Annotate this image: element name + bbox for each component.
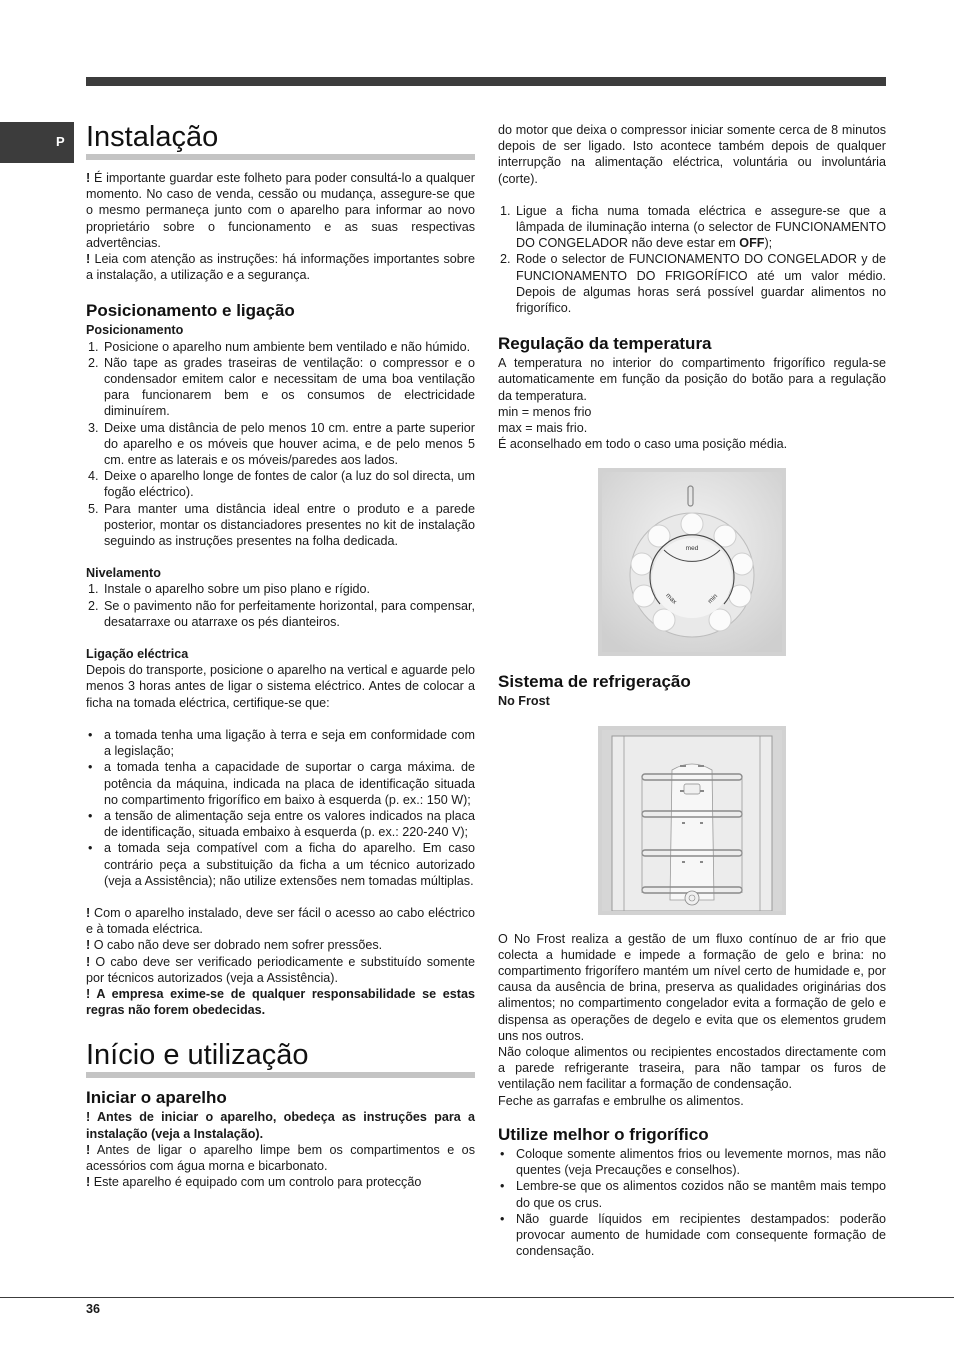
section-title-inicio: Início e utilização [86, 1038, 475, 1078]
list-item: • a tomada seja compatível com a ficha do aparelho. Em caso contrário peça a substituição da ficha a um técnico autorizado (veja a Assistência); não utilize extensões nem tomadas múltiplas. [88, 841, 475, 888]
heading-sistema-refrigeracao: Sistema de refrigeração [498, 672, 691, 692]
list-item: 1. Ligue a ficha numa tomada eléctrica e assegure-se que a lâmpada de iluminação interna (o selector de FUNCIONAMENTO DO CONGELADOR não deve estar em OFF); [500, 203, 886, 251]
dial-med-label: med [685, 545, 699, 553]
subheading-ligacao-electrica: Ligação eléctrica [86, 647, 189, 662]
top-rule [86, 77, 886, 86]
start-list [498, 203, 886, 316]
temperatura-max: max = mais frio. [498, 421, 588, 436]
list-item: • a tensão de alimentação seja entre os valores indicados na placa de identificação, situada embaixo à esquerda (p. ex.: 220-240 V); [88, 808, 475, 840]
dial-max-label: max [664, 592, 678, 607]
list-item: 3. Deixe uma distância de pelo menos 10 cm. entre a parte superior do aparelho e os móveis que houver acima, e de pelo menos 5 cm. entre as laterais e os móveis/paredes aos lados. [88, 420, 475, 468]
subheading-nivelamento: Nivelamento [86, 566, 161, 581]
heading-posicionamento-ligacao: Posicionamento e ligação [86, 301, 295, 321]
page-number: 36 [86, 1302, 101, 1316]
list-item: • Lembre-se que os alimentos cozidos não se mantêm mais tempo do que os crus. [500, 1179, 886, 1210]
temperatura-min: min = menos frio [498, 404, 592, 419]
posicionamento-list [86, 339, 475, 550]
fridge-interior-icon [602, 730, 782, 911]
list-item: • Coloque somente alimentos frios ou levemente mornos, mas não quentes (veja Precauções e conselhos). [500, 1146, 886, 1178]
no-frost-text-2: Não coloque alimentos ou recipientes encostados directamente com a parede refrigerante traseira, para não tampar os furos de ventilação nem facilitar a formação de condensação. [498, 1045, 886, 1092]
warning-mark: ! [86, 171, 91, 185]
no-frost-text-3: Feche as garrafas e embrulhe os alimentos. [498, 1093, 744, 1108]
list-item: 4. Deixe o aparelho longe de fontes de calor (a luz do sol directa, um fogão eléctrico). [88, 469, 475, 500]
intro-paragraph-2 [86, 251, 475, 283]
list-item: 2. Rode o selector de FUNCIONAMENTO DO CONGELADOR y de FUNCIONAMENTO DO FRIGORÍFICO até um valor médio. Depois de algumas horas será possível guardar alimentos no frigorífico. [500, 252, 886, 316]
subheading-no-frost: No Frost [498, 694, 550, 709]
list-item: 5. Para manter uma distância ideal entre o produto e a parede posterior, montar os distanciadores presentes no kit de instalação seguindo as instruções presentes na folha dedicada. [88, 501, 475, 549]
continuation-text: do motor que deixa o compressor iniciar somente cerca de 8 minutos depois de ser ligado. Isto acontece também depois de qualquer interrupção na alimentação eléctrica, voluntária ou involuntária (corte). [498, 123, 886, 186]
heading-regulacao-temperatura: Regulação da temperatura [498, 334, 712, 354]
list-item: 2. Não tape as grades traseiras de ventilação: o compressor e o condensador emitem calor e necessitam de uma boa ventilação para funcionarem bem e os consumos de electricidade diminuírem. [88, 355, 475, 419]
no-frost-figure [598, 726, 786, 915]
language-tab [0, 122, 74, 163]
language-tab-letter: P [56, 134, 65, 149]
list-item: • Não guarde líquidos em recipientes destampados: poderão provocar aumento de humidade com consequente formação de condensação. [500, 1211, 886, 1259]
iniciar-paragraph-2: ! Este aparelho é equipado com um controlo para protecção [86, 1175, 422, 1190]
warning-paragraph-2: ! O cabo não deve ser dobrado nem sofrer pressões. [86, 938, 383, 953]
temperatura-advice: É aconselhado em todo o caso uma posição média. [498, 437, 788, 452]
heading-utilize-melhor: Utilize melhor o frigorífico [498, 1124, 709, 1144]
warning-paragraph-1: ! Com o aparelho instalado, deve ser fácil o acesso ao cabo eléctrico e à tomada eléctrica. [86, 905, 475, 937]
warning-bold: ! A empresa exime-se de qualquer responsabilidade se estas regras não forem obedecidas. [86, 986, 475, 1018]
list-item: • a tomada tenha a capacidade de suportar o carga máxima. de potência da máquina, indicada na placa de identificação situada no compartimento frigorífico em baixo à esquerda (p. ex.: 150 W); [88, 760, 475, 807]
heading-iniciar: Iniciar o aparelho [86, 1088, 227, 1108]
subheading-posicionamento: Posicionamento [86, 323, 184, 338]
intro-text-2: Leia com atenção as instruções: há informações importantes sobre a instalação, a utilização e a segurança. [86, 252, 475, 283]
ligacao-text: Depois do transporte, posicione o aparelho na vertical e aguarde pelo menos 3 horas antes de ligar o sistema eléctrico. Antes de colocar a ficha na tomada eléctrica, certifique-se que: [86, 663, 475, 710]
dial-min-label: min [706, 593, 720, 606]
list-item: 1. Instale o aparelho sobre um piso plano e rígido. [88, 582, 371, 597]
temperatura-text: A temperatura no interior do compartimento frigorífico regula-se automaticamente em função da posição do botão para a regulação da temperatura. [498, 356, 886, 403]
list-item: 1. Posicione o aparelho num ambiente bem ventilado e não húmido. [88, 339, 471, 354]
iniciar-paragraph-1: ! Antes de ligar o aparelho limpe bem os compartimentos e os acessórios com água morna e bicarbonato. [86, 1142, 475, 1173]
iniciar-bold: ! Antes de iniciar o aparelho, obedeça as instruções para a instalação (veja a Instalação). [86, 1110, 475, 1141]
no-frost-text: O No Frost realiza a gestão de um fluxo contínuo de ar frio que colecta a humidade e impede a formação de gelo e brina: no compartimento frigorífero mantém um nível certo de humidade e, por causa da ausência de brina, preserva as qualidades originárias dos alimentos; no compartimento congelador evita a formação de gelo e dispensa as operações de degelo e evita que os elementos grudem uns nos outros. [498, 931, 886, 1043]
warning-paragraph-3: ! O cabo deve ser verificado periodicamente e substituído somente por técnicos autorizados (veja a Assistência). [86, 954, 475, 985]
warning-mark: ! [86, 252, 91, 267]
utilize-list [498, 1146, 886, 1259]
section-title-instalacao: Instalação [86, 120, 475, 160]
left-column [86, 120, 475, 1190]
intro-paragraph-1 [86, 170, 475, 251]
nivelamento-list [86, 581, 475, 630]
intro-text-1: É importante guardar este folheto para poder consultá-lo a qualquer momento. No caso de venda, cessão ou mudança, assegure-se que o mesmo permaneça junto com o aparelho para informar ao novo proprietário sobre o funcionamento e as suas respectivas advertências. [86, 171, 475, 250]
thermostat-dial-figure [598, 468, 786, 656]
thermostat-dial-icon [602, 472, 782, 652]
ligacao-list [86, 727, 475, 889]
list-item: 2. Se o pavimento não for perfeitamente horizontal, para compensar, desatarraxe ou atarraxe os pés dianteiros. [88, 598, 475, 629]
list-item: • a tomada tenha uma ligação à terra e seja em conformidade com a legislação; [88, 727, 475, 759]
bottom-rule [0, 1297, 954, 1298]
right-column [498, 122, 886, 1259]
